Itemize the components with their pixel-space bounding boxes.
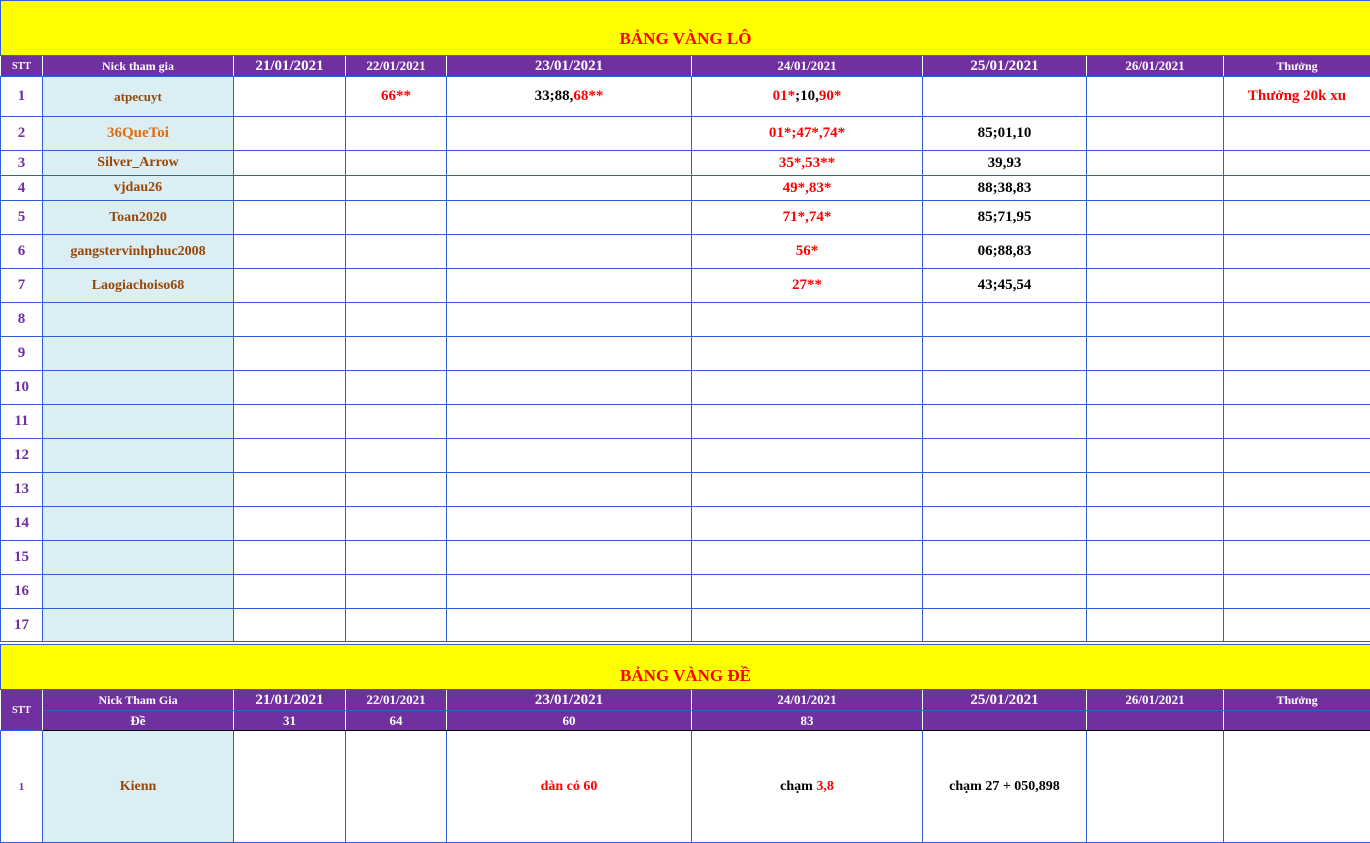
cell-date-5[interactable] (923, 473, 1087, 507)
cell-date-1[interactable] (234, 473, 346, 507)
result-date-3: 60 (447, 711, 692, 731)
cell-date-2[interactable] (346, 151, 447, 176)
table-row (1, 117, 1370, 151)
cell-date-5[interactable] (923, 541, 1087, 575)
cell-date-4[interactable] (692, 405, 923, 439)
row-nick: Toan2020 (43, 201, 234, 235)
header-date-6: 26/01/2021 (1087, 690, 1224, 711)
header-date-4: 24/01/2021 (692, 690, 923, 711)
row-nick (43, 541, 234, 575)
header-date-5: 25/01/2021 (923, 56, 1087, 77)
cell-date-1[interactable] (234, 439, 346, 473)
cell-date-1[interactable] (234, 541, 346, 575)
cell-date-3[interactable] (447, 337, 692, 371)
header-date-5: 25/01/2021 (923, 690, 1087, 711)
header-de-label: Đề (43, 711, 234, 731)
cell-thuong[interactable] (1224, 176, 1370, 201)
cell-thuong[interactable] (1224, 371, 1370, 405)
row-stt: 5 (1, 201, 43, 235)
table-row (1, 507, 1370, 541)
cell-date-4[interactable]: 71*,74* (692, 201, 923, 235)
cell-text: ;10, (795, 88, 819, 104)
cell-date-5[interactable]: 43;45,54 (923, 269, 1087, 303)
row-nick (43, 609, 234, 642)
table-row (1, 269, 1370, 303)
row-nick: atpecuyt (43, 77, 234, 117)
cell-date-3[interactable] (447, 575, 692, 609)
cell-date-4[interactable] (692, 541, 923, 575)
row-nick: 36QueToi (43, 117, 234, 151)
cell-thuong[interactable] (1224, 151, 1370, 176)
row-stt: 7 (1, 269, 43, 303)
cell-date-5[interactable] (923, 337, 1087, 371)
table-row (1, 151, 1370, 176)
result-date-5 (923, 711, 1087, 731)
cell-date-6[interactable] (1087, 235, 1224, 269)
cell-date-6[interactable] (1087, 575, 1224, 609)
cell-date-3[interactable] (447, 201, 692, 235)
row-stt: 16 (1, 575, 43, 609)
de-title: BẢNG VÀNG ĐỀ (1, 645, 1370, 690)
row-nick (43, 405, 234, 439)
cell-thuong[interactable] (1224, 201, 1370, 235)
result-date-1: 31 (234, 711, 346, 731)
cell-date-2[interactable] (346, 117, 447, 151)
cell-date-4[interactable] (692, 77, 923, 117)
row-stt: 17 (1, 609, 43, 642)
row-stt: 4 (1, 176, 43, 201)
cell-date-3[interactable] (447, 473, 692, 507)
cell-thuong[interactable] (1224, 235, 1370, 269)
cell-date-6[interactable] (1087, 609, 1224, 642)
cell-date-2[interactable] (346, 439, 447, 473)
cell-date-3[interactable] (447, 405, 692, 439)
table-row (1, 473, 1370, 507)
cell-date-3[interactable] (447, 176, 692, 201)
cell-date-2[interactable] (346, 609, 447, 642)
cell-date-2[interactable] (346, 507, 447, 541)
row-nick (43, 473, 234, 507)
table-row (1, 201, 1370, 235)
cell-date-4[interactable] (692, 507, 923, 541)
cell-date-3[interactable] (447, 117, 692, 151)
cell-thuong[interactable] (1224, 337, 1370, 371)
cell-date-5[interactable] (923, 575, 1087, 609)
cell-date-5[interactable]: 85;01,10 (923, 117, 1087, 151)
table-row (1, 609, 1370, 642)
header-date-4: 24/01/2021 (692, 56, 923, 77)
cell-date-5[interactable] (923, 371, 1087, 405)
cell-date-3[interactable] (447, 541, 692, 575)
cell-text: 33;88, (534, 88, 574, 104)
cell-date-6[interactable] (1087, 176, 1224, 201)
cell-thuong[interactable] (1224, 303, 1370, 337)
cell-date-3[interactable] (447, 439, 692, 473)
header-date-2: 22/01/2021 (346, 56, 447, 77)
cell-thuong[interactable] (1224, 269, 1370, 303)
cell-date-6[interactable] (1087, 405, 1224, 439)
cell-date-2[interactable] (346, 269, 447, 303)
cell-thuong[interactable] (1224, 541, 1370, 575)
cell-date-1[interactable] (234, 303, 346, 337)
cell-date-6[interactable] (1087, 473, 1224, 507)
cell-date-2[interactable] (346, 575, 447, 609)
header-date-1: 21/01/2021 (234, 56, 346, 77)
cell-date-1[interactable] (234, 507, 346, 541)
cell-date-2[interactable] (346, 235, 447, 269)
result-date-4: 83 (692, 711, 923, 731)
cell-date-4[interactable] (692, 439, 923, 473)
header-date-3: 23/01/2021 (447, 56, 692, 77)
table-row (1, 303, 1370, 337)
table-row (1, 337, 1370, 371)
cell-thuong[interactable] (1224, 439, 1370, 473)
header-date-1: 21/01/2021 (234, 690, 346, 711)
cell-date-4[interactable] (692, 371, 923, 405)
table-row (1, 405, 1370, 439)
cell-thuong[interactable] (1224, 731, 1370, 843)
cell-date-1[interactable] (234, 269, 346, 303)
cell-date-5[interactable] (923, 405, 1087, 439)
cell-thuong[interactable] (1224, 473, 1370, 507)
cell-date-6[interactable] (1087, 303, 1224, 337)
header-date-6: 26/01/2021 (1087, 56, 1224, 77)
cell-date-6[interactable] (1087, 77, 1224, 117)
cell-thuong[interactable] (1224, 507, 1370, 541)
table-row (1, 541, 1370, 575)
cell-date-4[interactable] (692, 731, 923, 843)
table-row (1, 371, 1370, 405)
cell-date-1[interactable] (234, 371, 346, 405)
header-stt: STT (1, 56, 43, 77)
cell-text-highlight: 01* (772, 88, 796, 104)
header-nick: Nick tham gia (43, 56, 234, 77)
row-stt: 11 (1, 405, 43, 439)
table-row (1, 176, 1370, 201)
table-row (1, 575, 1370, 609)
cell-date-3[interactable]: dàn có 60 (447, 731, 692, 843)
cell-date-4[interactable]: 49*,83* (692, 176, 923, 201)
row-nick: gangstervinhphuc2008 (43, 235, 234, 269)
row-nick (43, 507, 234, 541)
row-stt: 1 (1, 731, 43, 843)
row-stt: 2 (1, 117, 43, 151)
cell-date-2[interactable] (346, 405, 447, 439)
row-nick: Laogiachoiso68 (43, 269, 234, 303)
cell-date-4[interactable] (692, 473, 923, 507)
cell-date-3[interactable] (447, 77, 692, 117)
cell-date-1[interactable] (234, 575, 346, 609)
cell-date-2[interactable] (346, 303, 447, 337)
cell-date-4[interactable] (692, 337, 923, 371)
cell-date-5[interactable] (923, 303, 1087, 337)
cell-date-4[interactable]: 56* (692, 235, 923, 269)
cell-date-3[interactable] (447, 507, 692, 541)
cell-date-2[interactable] (346, 176, 447, 201)
cell-thuong[interactable] (1224, 609, 1370, 642)
row-stt: 3 (1, 151, 43, 176)
table-row (1, 439, 1370, 473)
cell-date-6[interactable] (1087, 201, 1224, 235)
cell-date-6[interactable] (1087, 541, 1224, 575)
cell-date-6[interactable] (1087, 731, 1224, 843)
row-stt: 14 (1, 507, 43, 541)
cell-date-3[interactable] (447, 151, 692, 176)
row-nick (43, 575, 234, 609)
cell-text-highlight: 3,8 (816, 778, 834, 794)
cell-thuong[interactable] (1224, 117, 1370, 151)
cell-date-3[interactable] (447, 235, 692, 269)
cell-date-1[interactable] (234, 731, 346, 843)
header-stt: STT (1, 690, 43, 731)
cell-date-2[interactable] (346, 731, 447, 843)
cell-date-2[interactable] (346, 541, 447, 575)
cell-date-3[interactable] (447, 303, 692, 337)
result-thuong (1224, 711, 1370, 731)
cell-date-6[interactable] (1087, 507, 1224, 541)
cell-date-4[interactable] (692, 575, 923, 609)
table-row (1, 731, 1370, 843)
cell-text-highlight: 68** (573, 88, 604, 104)
cell-thuong[interactable] (1224, 405, 1370, 439)
row-stt: 10 (1, 371, 43, 405)
table-row (1, 235, 1370, 269)
cell-date-2[interactable]: 66** (346, 77, 447, 117)
cell-date-1[interactable] (234, 176, 346, 201)
cell-date-6[interactable] (1087, 337, 1224, 371)
cell-date-4[interactable]: 01*;47*,74* (692, 117, 923, 151)
row-stt: 13 (1, 473, 43, 507)
row-nick: vjdau26 (43, 176, 234, 201)
row-stt: 12 (1, 439, 43, 473)
row-stt: 8 (1, 303, 43, 337)
cell-date-1[interactable] (234, 151, 346, 176)
row-stt: 6 (1, 235, 43, 269)
cell-date-5[interactable]: chạm 27 + 050,898 (923, 731, 1087, 843)
result-date-2: 64 (346, 711, 447, 731)
cell-date-2[interactable] (346, 371, 447, 405)
cell-date-1[interactable] (234, 609, 346, 642)
table-row (1, 77, 1370, 117)
cell-date-4[interactable]: 35*,53** (692, 151, 923, 176)
header-date-3: 23/01/2021 (447, 690, 692, 711)
cell-date-3[interactable] (447, 371, 692, 405)
cell-thuong[interactable]: Thưởng 20k xu (1224, 77, 1370, 117)
cell-date-1[interactable] (234, 235, 346, 269)
cell-date-6[interactable] (1087, 269, 1224, 303)
row-nick (43, 439, 234, 473)
cell-text: chạm (780, 778, 817, 794)
cell-date-1[interactable] (234, 405, 346, 439)
cell-date-2[interactable] (346, 473, 447, 507)
cell-date-2[interactable] (346, 337, 447, 371)
cell-date-6[interactable] (1087, 371, 1224, 405)
cell-date-1[interactable] (234, 201, 346, 235)
cell-date-4[interactable] (692, 303, 923, 337)
cell-date-6[interactable] (1087, 151, 1224, 176)
row-nick (43, 371, 234, 405)
header-nick: Nick Tham Gia (43, 690, 234, 711)
cell-date-1[interactable] (234, 337, 346, 371)
cell-text-highlight: 90* (818, 88, 842, 104)
row-stt: 1 (1, 77, 43, 117)
cell-thuong[interactable] (1224, 575, 1370, 609)
row-stt: 15 (1, 541, 43, 575)
cell-date-5[interactable]: 85;71,95 (923, 201, 1087, 235)
cell-date-1[interactable] (234, 77, 346, 117)
cell-date-3[interactable] (447, 269, 692, 303)
row-nick: Silver_Arrow (43, 151, 234, 176)
row-stt: 9 (1, 337, 43, 371)
cell-date-4[interactable]: 27** (692, 269, 923, 303)
cell-date-5[interactable]: 39,93 (923, 151, 1087, 176)
cell-date-6[interactable] (1087, 117, 1224, 151)
lo-title: BẢNG VÀNG LÔ (1, 1, 1370, 56)
cell-date-5[interactable] (923, 439, 1087, 473)
row-nick (43, 337, 234, 371)
cell-date-5[interactable] (923, 507, 1087, 541)
header-date-2: 22/01/2021 (346, 690, 447, 711)
cell-date-4[interactable] (692, 609, 923, 642)
cell-date-6[interactable] (1087, 439, 1224, 473)
header-thuong: Thưởng (1224, 56, 1370, 77)
header-thuong: Thưởng (1224, 690, 1370, 711)
cell-date-5[interactable] (923, 77, 1087, 117)
cell-date-3[interactable] (447, 609, 692, 642)
cell-date-1[interactable] (234, 117, 346, 151)
cell-date-2[interactable] (346, 201, 447, 235)
row-nick: Kienn (43, 731, 234, 843)
row-nick (43, 303, 234, 337)
cell-date-5[interactable]: 88;38,83 (923, 176, 1087, 201)
result-date-6 (1087, 711, 1224, 731)
cell-date-5[interactable]: 06;88,83 (923, 235, 1087, 269)
cell-date-5[interactable] (923, 609, 1087, 642)
de-table (0, 644, 1370, 843)
